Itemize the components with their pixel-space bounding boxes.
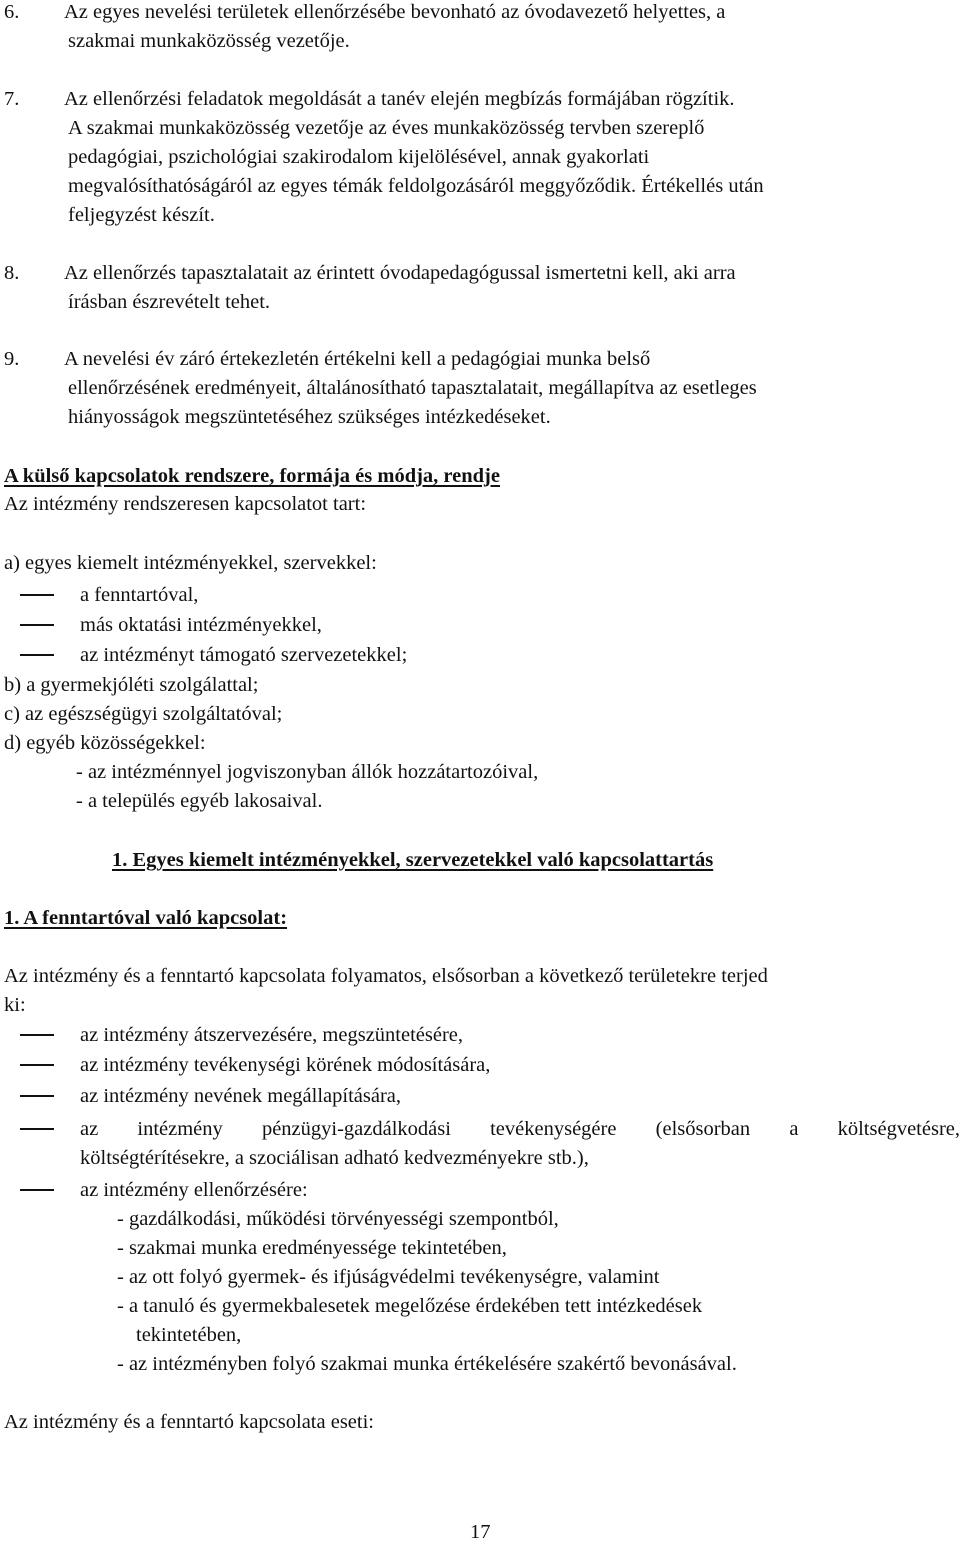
dash-bullet xyxy=(20,1128,54,1130)
paragraph-line: ki: xyxy=(4,994,26,1016)
item-number: 9. xyxy=(4,348,20,370)
dash-bullet xyxy=(20,594,54,596)
item-number: 7. xyxy=(4,88,20,110)
item-text-line: A szakmai munkaközösség vezetője az éves munkaközösség tervben szereplő xyxy=(68,117,705,139)
page-number: 17 xyxy=(470,1521,491,1543)
dash-bullet xyxy=(20,624,54,626)
dash-bullet xyxy=(20,1189,54,1191)
sub-item-continued: tekintetében, xyxy=(136,1324,242,1346)
group-label-d: d) egyéb közösségekkel: xyxy=(4,732,206,754)
item-text-line: írásban észrevételt tehet. xyxy=(68,291,271,313)
item-text-line: feljegyzést készít. xyxy=(68,204,215,226)
dash-item-text: az intézmény tevékenységi körének módosítására, xyxy=(80,1054,491,1076)
item-text-line: A nevelési év záró értekezletén értékelni kell a pedagógiai munka belső xyxy=(64,348,651,370)
item-text-line: ellenőrzésének eredményeit, általánosítható tapasztalatait, megállapítva az esetleges xyxy=(68,377,757,399)
dash-item-text: az intézmény nevének megállapítására, xyxy=(80,1085,402,1107)
sub-item: - szakmai munka eredményessége tekintetében, xyxy=(117,1237,507,1259)
item-text-line: megvalósíthatóságáról az egyes témák feldolgozásáról meggyőződik. Értékellés után xyxy=(68,175,764,197)
item-text-line: Az egyes nevelési területek ellenőrzésébe bevonható az óvodavezető helyettes, a xyxy=(64,1,726,23)
dash-bullet xyxy=(20,1034,54,1036)
dash-item-text: más oktatási intézményekkel, xyxy=(80,614,322,636)
section-heading: 1. Egyes kiemelt intézményekkel, szervezetekkel való kapcsolattartás xyxy=(112,849,714,871)
group-label-c: c) az egészségügyi szolgáltatóval; xyxy=(4,703,283,725)
sub-item: - a település egyéb lakosaival. xyxy=(76,790,323,812)
dash-item-text: az intézményt támogató szervezetekkel; xyxy=(80,644,408,666)
section-intro: Az intézmény rendszeresen kapcsolatot tart: xyxy=(4,493,367,515)
item-text-line: Az ellenőrzés tapasztalatait az érintett óvodapedagógussal ismertetni kell, aki arra xyxy=(64,262,736,284)
sub-item: - az intézményben folyó szakmai munka értékelésére szakértő bevonásával. xyxy=(117,1353,737,1375)
item-text-line: szakmai munkaközösség vezetője. xyxy=(68,30,350,52)
section-heading: A külső kapcsolatok rendszere, formája és módja, rendje xyxy=(4,465,500,487)
group-label-a: a) egyes kiemelt intézményekkel, szervekkel: xyxy=(4,552,377,574)
sub-item: - a tanuló és gyermekbalesetek megelőzése érdekében tett intézkedések xyxy=(117,1295,703,1317)
item-number: 6. xyxy=(4,1,20,23)
subsection-heading: 1. A fenntartóval való kapcsolat: xyxy=(4,907,288,929)
sub-item: - az intézménnyel jogviszonyban állók hozzátartozóival, xyxy=(76,761,539,783)
closing-line: Az intézmény és a fenntartó kapcsolata eseti: xyxy=(4,1411,374,1433)
dash-bullet xyxy=(20,1095,54,1097)
group-label-b: b) a gyermekjóléti szolgálattal; xyxy=(4,674,259,696)
sub-item: - az ott folyó gyermek- és ifjúságvédelmi tevékenységre, valamint xyxy=(117,1266,660,1288)
dash-item-text: az intézmény ellenőrzésére: xyxy=(80,1179,308,1201)
dash-bullet xyxy=(20,1064,54,1066)
item-number: 8. xyxy=(4,262,20,284)
dash-item-text: az intézmény pénzügyi-gazdálkodási tevékenységére (elsősorban a költségvetésre, xyxy=(80,1118,960,1140)
paragraph-line: Az intézmény és a fenntartó kapcsolata folyamatos, elsősorban a következő területekre terjed xyxy=(4,965,768,987)
item-text-line: Az ellenőrzési feladatok megoldását a tanév elején megbízás formájában rögzítik. xyxy=(64,88,735,110)
sub-item: - gazdálkodási, működési törvényességi szempontból, xyxy=(117,1208,559,1230)
dash-item-text: a fenntartóval, xyxy=(80,584,199,606)
dash-bullet xyxy=(20,654,54,656)
item-text-line: hiányosságok megszüntetéséhez szükséges intézkedéseket. xyxy=(68,406,551,428)
dash-item-text-continued: költségtérítésekre, a szociálisan adható kedvezményekre stb.), xyxy=(80,1147,589,1169)
item-text-line: pedagógiai, pszichológiai szakirodalom kijelölésével, annak gyakorlati xyxy=(68,146,650,168)
dash-item-text: az intézmény átszervezésére, megszüntetésére, xyxy=(80,1024,464,1046)
